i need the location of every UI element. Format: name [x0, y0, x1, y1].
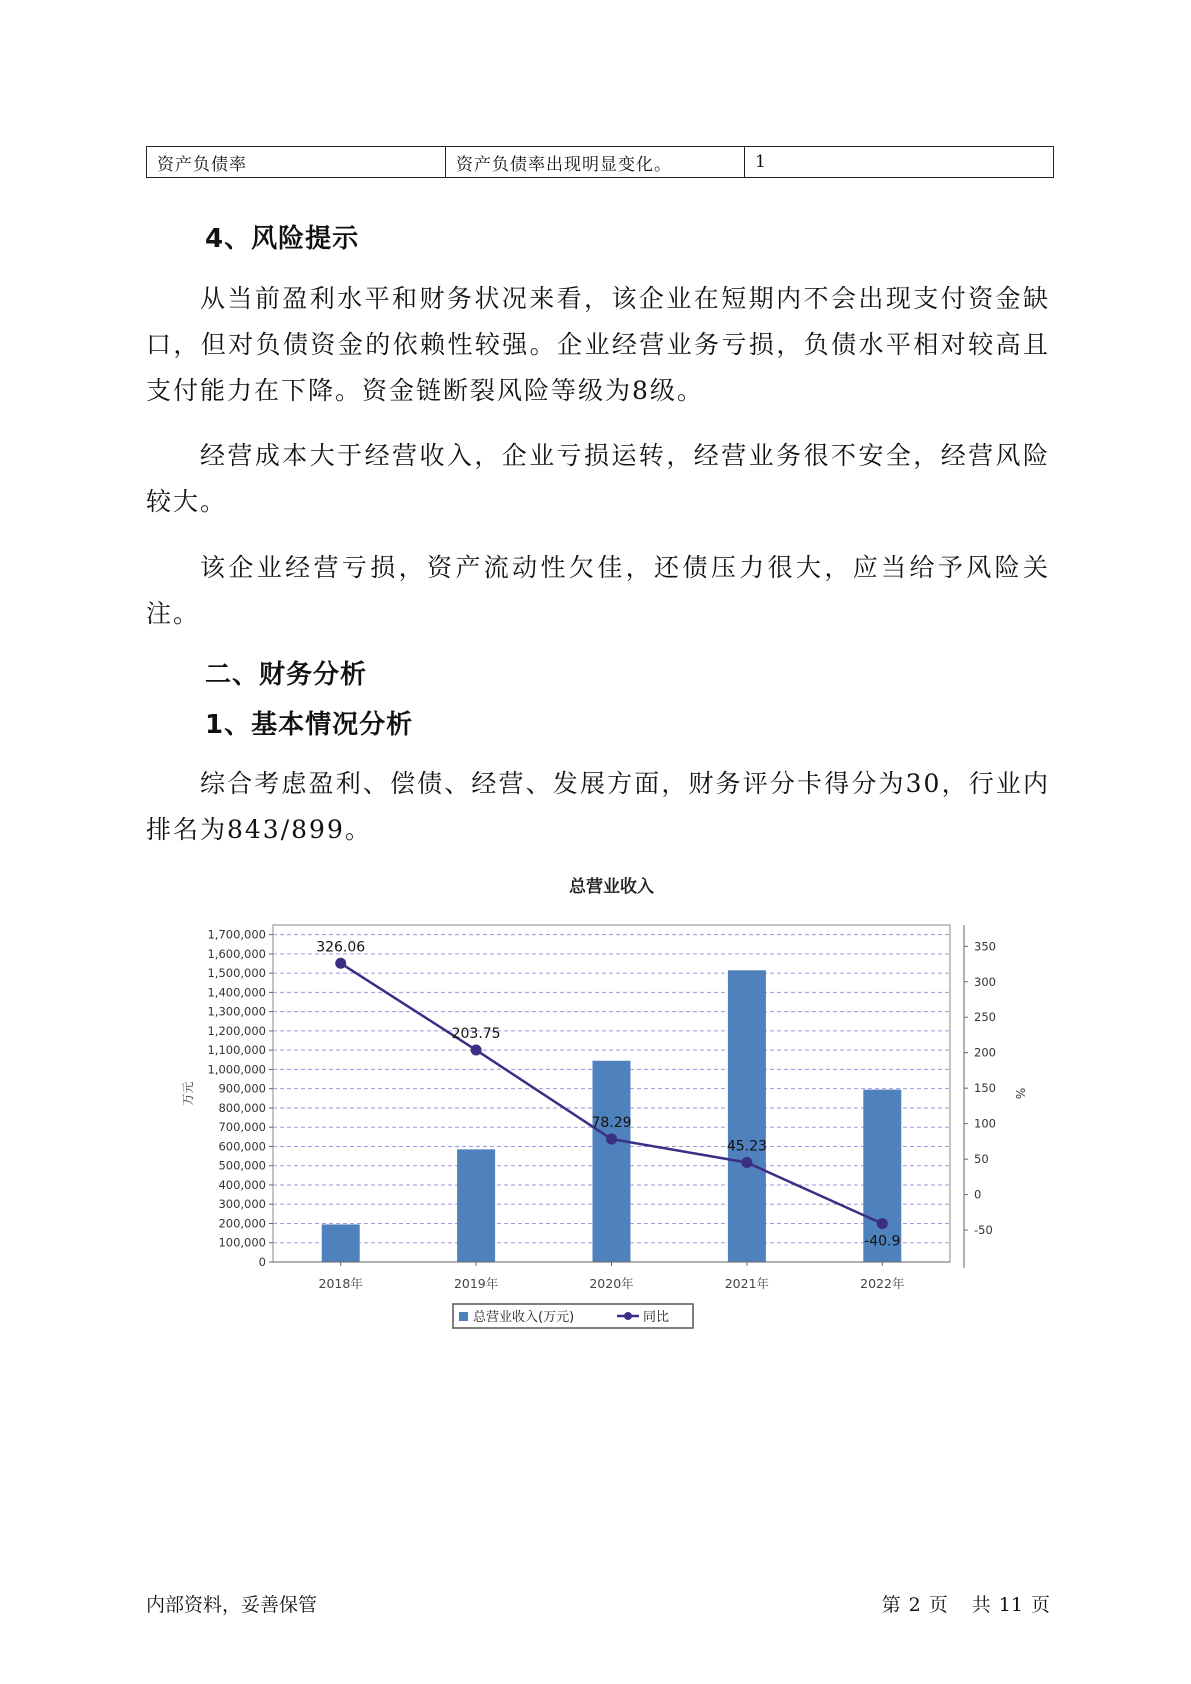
x-tick-label: 2018年: [318, 1276, 363, 1291]
bar-2021年: [728, 970, 766, 1262]
legend-bar-swatch: [459, 1312, 468, 1321]
page-prefix: 第: [881, 1594, 901, 1616]
legend-line-label: 同比: [643, 1310, 670, 1325]
revenue-chart: [170, 870, 1030, 1340]
x-tick-label: 2019年: [453, 1276, 499, 1291]
finance-heading: 二、财务分析: [205, 660, 368, 690]
risk-paragraph-2: 经营成本大于经营收入，企业亏损运转，经营业务很不安全，经营风险较大。: [146, 441, 1050, 516]
y-tick-label: 600,000: [218, 1139, 266, 1154]
yoy-data-label: -40.9: [864, 1233, 901, 1250]
x-tick-label: 2021年: [724, 1276, 770, 1291]
table-cell-indicator: 资产负债率: [147, 147, 446, 178]
risk-paragraph-1: 从当前盈利水平和财务状况来看，该企业在短期内不会出现支付资金缺口，但对负债资金的依赖性较强。企业经营业务亏损，负债水平相对较高且支付能力在下降。资金链断裂风险等级为8级。: [146, 284, 1050, 405]
bar-2018年: [322, 1224, 360, 1262]
yoy-point-2020年: [606, 1134, 617, 1145]
finance-subheading: 1、基本情况分析: [205, 710, 414, 740]
chart-title: 总营业收入: [569, 877, 654, 897]
y2-tick-label: 300: [974, 974, 996, 989]
footer-page-info: [878, 1590, 1054, 1617]
bar-2019年: [457, 1149, 495, 1262]
y2-tick-label: 200: [974, 1045, 996, 1060]
x-tick-label: 2020年: [589, 1276, 634, 1291]
y-tick-label: 300,000: [218, 1197, 266, 1212]
y-tick-label: 700,000: [218, 1120, 266, 1135]
y2-axis-label: %: [1013, 1087, 1027, 1100]
yoy-point-2018年: [335, 958, 346, 969]
footer-confidential: 内部资料，妥善保管: [146, 1594, 318, 1616]
risk-heading: 4、风险提示: [205, 224, 360, 254]
y2-tick-label: 50: [974, 1152, 989, 1167]
y-tick-label: 900,000: [218, 1081, 266, 1096]
page-number: 2: [908, 1594, 921, 1616]
y-tick-label: 400,000: [218, 1177, 266, 1192]
total-word: 页: [1030, 1594, 1050, 1616]
y-tick-label: 100,000: [218, 1235, 266, 1250]
y-tick-label: 1,100,000: [207, 1043, 266, 1058]
bar-2020年: [593, 1061, 631, 1262]
y-tick-label: 1,400,000: [207, 985, 266, 1000]
yoy-point-2022年: [877, 1218, 888, 1229]
y2-tick-label: 0: [974, 1187, 982, 1202]
y-tick-label: 200,000: [218, 1216, 266, 1231]
y-tick-label: 1,300,000: [207, 1004, 266, 1019]
revenue-chart-svg: [170, 870, 1030, 1340]
risk-paragraph-3: 该企业经营亏损，资产流动性欠佳，还债压力很大，应当给予风险关注。: [146, 553, 1050, 628]
yoy-point-2021年: [741, 1157, 752, 1168]
table-cell-value: 1: [745, 147, 1054, 178]
y-tick-label: 1,000,000: [207, 1062, 266, 1077]
legend-bar-label: 总营业收入(万元): [473, 1310, 575, 1325]
y-tick-label: 1,600,000: [207, 946, 266, 961]
y-tick-label: 1,700,000: [207, 927, 266, 942]
y-tick-label: 1,200,000: [207, 1023, 266, 1038]
y2-tick-label: 100: [974, 1116, 996, 1131]
yoy-data-label: 326.06: [316, 939, 366, 956]
y-tick-label: 800,000: [218, 1100, 266, 1115]
y2-tick-label: 150: [974, 1081, 996, 1096]
page-word: 页: [928, 1594, 948, 1616]
x-tick-label: 2022年: [860, 1276, 905, 1291]
yoy-data-label: 203.75: [451, 1026, 501, 1043]
y-tick-label: 1,500,000: [207, 966, 266, 981]
table-cell-description: 资产负债率出现明显变化。: [446, 147, 745, 178]
finance-paragraph: 综合考虑盈利、偿债、经营、发展方面，财务评分卡得分为30，行业内排名为843/899。: [146, 769, 1050, 844]
y-tick-label: 0: [258, 1255, 266, 1269]
table-row: [147, 147, 1054, 178]
y2-tick-label: 350: [974, 939, 996, 954]
y2-tick-label: 250: [974, 1010, 996, 1025]
indicator-table: [146, 146, 1054, 178]
total-pages: 11: [998, 1594, 1023, 1616]
y-axis-label: 万元: [181, 1081, 195, 1106]
total-prefix: 共: [971, 1594, 991, 1616]
yoy-point-2019年: [471, 1045, 482, 1056]
yoy-data-label: 78.29: [591, 1115, 632, 1132]
yoy-data-label: 45.23: [726, 1138, 767, 1155]
y2-tick-label: -50: [974, 1223, 993, 1238]
legend-line-marker: [624, 1312, 632, 1320]
y-tick-label: 500,000: [218, 1158, 266, 1173]
